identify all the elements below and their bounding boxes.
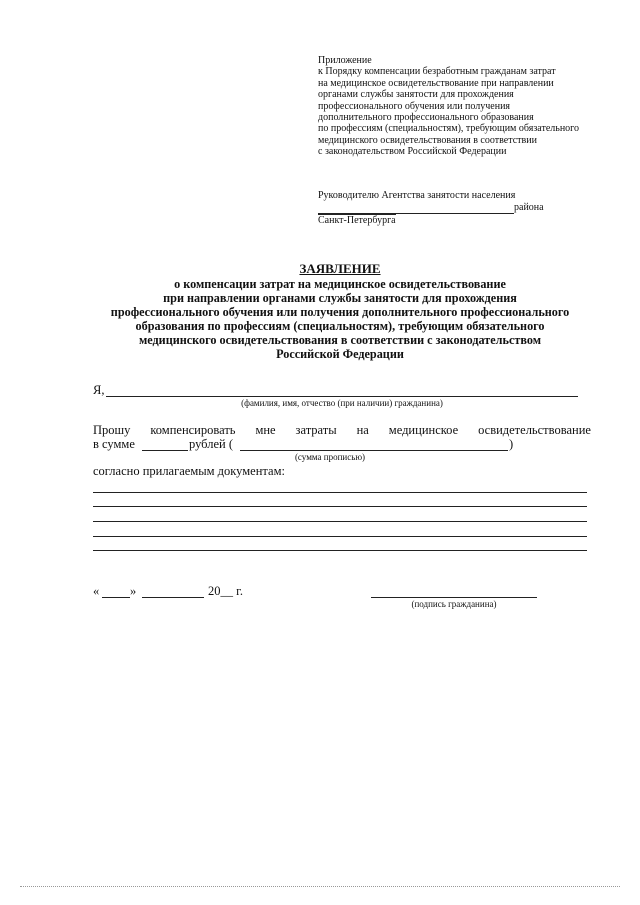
- date-day-field[interactable]: [102, 597, 130, 598]
- appendix-line: профессионального обучения или получения: [318, 100, 511, 112]
- appendix-line: с законодательством Российской Федерации: [318, 146, 507, 158]
- title-line: профессионального обучения или получения дополнительного профессионального: [110, 305, 570, 319]
- documents-line[interactable]: [93, 550, 587, 551]
- district-field[interactable]: [318, 203, 514, 214]
- request-line: [93, 423, 591, 438]
- scan-edge: [20, 886, 620, 887]
- full-name-field[interactable]: [106, 396, 578, 397]
- documents-line[interactable]: [93, 506, 587, 507]
- title-line: Российской Федерации: [276, 347, 404, 361]
- sum-prefix: в сумме: [93, 437, 135, 451]
- appendix-line: дополнительного профессионального образования: [318, 112, 534, 124]
- sum-number-field[interactable]: [142, 450, 188, 451]
- request-word: на: [356, 423, 369, 437]
- appendix-line: на медицинское освидетельствование при направлении: [318, 77, 554, 89]
- request-word: освидетельствование: [478, 423, 591, 437]
- addressee-city: Санкт-Петербурга: [318, 215, 396, 226]
- appendix-line: Приложение: [318, 55, 372, 66]
- addressee-title: Руководителю Агентства занятости населения: [318, 190, 516, 201]
- date-close-quote: »: [130, 584, 137, 598]
- request-word: мне: [255, 423, 276, 437]
- close-paren: ): [509, 437, 514, 451]
- sum-hint: (сумма прописью): [294, 452, 366, 462]
- district-row: [318, 202, 618, 214]
- signature-field[interactable]: [371, 597, 537, 598]
- title-line: образования по профессиям (специальностям), требующим обязательного: [135, 319, 545, 333]
- appendix-note: [318, 55, 618, 158]
- i-label: Я,: [93, 383, 105, 397]
- documents-line[interactable]: [93, 536, 587, 537]
- title-line: при направлении органами службы занятости для прохождения: [163, 291, 517, 305]
- title-main: ЗАЯВЛЕНИЕ: [299, 261, 381, 276]
- request-word: затраты: [295, 423, 337, 437]
- district-suffix: района: [514, 202, 544, 213]
- appendix-line: органами службы занятости для прохождения: [318, 89, 514, 101]
- appendix-line: по профессиям (специальностям), требующим обязательного: [318, 123, 580, 135]
- addressee-block: [318, 190, 618, 227]
- sum-words-field[interactable]: [240, 450, 508, 451]
- documents-line[interactable]: [93, 492, 587, 493]
- documents-label: согласно прилагаемым документам:: [93, 464, 285, 478]
- name-hint: (фамилия, имя, отчество (при наличии) гражданина): [241, 398, 443, 408]
- appendix-line: к Порядку компенсации безработным гражданам затрат: [318, 66, 556, 78]
- date-month-field[interactable]: [142, 597, 204, 598]
- document-title: [70, 262, 610, 361]
- title-line: о компенсации затрат на медицинское освидетельствование: [174, 277, 506, 291]
- date-year: 20__ г.: [208, 584, 243, 598]
- date-open-quote: «: [93, 584, 100, 598]
- title-line: медицинского освидетельствования в соответствии с законодательством: [138, 333, 542, 347]
- appendix-line: медицинского освидетельствования в соответствии: [318, 134, 537, 146]
- documents-line[interactable]: [93, 521, 587, 522]
- request-word: компенсировать: [150, 423, 236, 437]
- signature-hint: (подпись гражданина): [411, 599, 497, 609]
- request-word: Прошу: [93, 423, 131, 437]
- request-word: медицинское: [388, 423, 459, 437]
- rubles-label: рублей (: [189, 437, 233, 451]
